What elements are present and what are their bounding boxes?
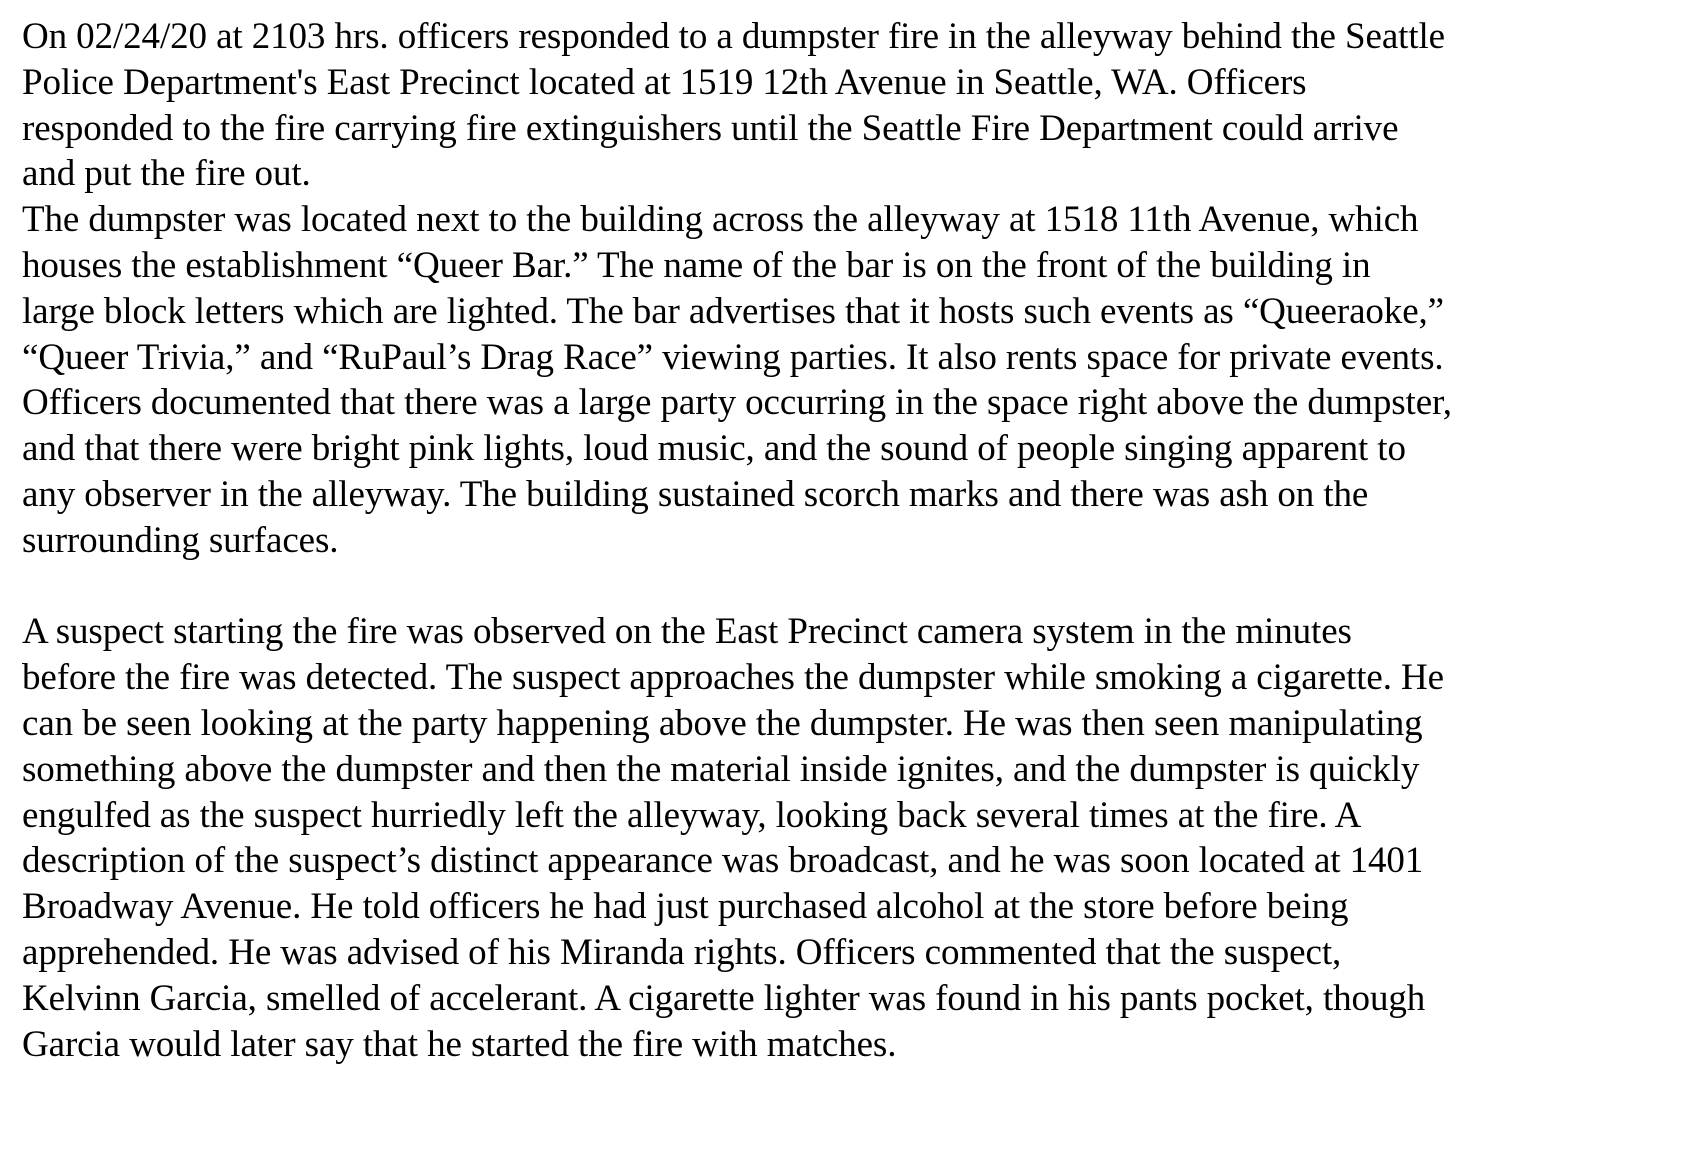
- text-line: surrounding surfaces.: [22, 519, 339, 561]
- text-line: houses the establishment “Queer Bar.” The name of the bar is on the front of the building in: [22, 244, 1371, 286]
- text-line: A suspect starting the fire was observed on the East Precinct camera system in the minutes: [22, 611, 1352, 653]
- text-line: description of the suspect’s distinct appearance was broadcast, and he was soon located at 1401: [22, 840, 1424, 882]
- document-body: [22, 14, 1702, 1067]
- text-line: and that there were bright pink lights, loud music, and the sound of people singing apparent to: [22, 428, 1406, 470]
- text-line: Officers documented that there was a large party occurring in the space right above the dumpster,: [22, 382, 1452, 424]
- text-line: Garcia would later say that he started the fire with matches.: [22, 1023, 897, 1065]
- text-line: and put the fire out.: [22, 153, 311, 195]
- text-line: can be seen looking at the party happening above the dumpster. He was then seen manipulating: [22, 702, 1423, 744]
- text-line: Kelvinn Garcia, smelled of accelerant. A cigarette lighter was found in his pants pocket, though: [22, 977, 1426, 1019]
- text-line: apprehended. He was advised of his Miranda rights. Officers commented that the suspect,: [22, 931, 1342, 973]
- paragraph-2: [22, 197, 1702, 563]
- text-line: responded to the fire carrying fire extinguishers until the Seattle Fire Department could arrive: [22, 107, 1399, 149]
- paragraph-spacer: [22, 564, 1702, 610]
- text-line: before the fire was detected. The suspect approaches the dumpster while smoking a cigarette. He: [22, 657, 1444, 699]
- text-line: large block letters which are lighted. The bar advertises that it hosts such events as “Queeraoke,”: [22, 290, 1444, 332]
- paragraph-1: [22, 14, 1702, 197]
- text-line: On 02/24/20 at 2103 hrs. officers responded to a dumpster fire in the alleyway behind the Seattle: [22, 16, 1446, 57]
- text-line: The dumpster was located next to the building across the alleyway at 1518 11th Avenue, which: [22, 199, 1419, 241]
- text-line: Police Department's East Precinct located at 1519 12th Avenue in Seattle, WA. Officers: [22, 61, 1307, 103]
- text-line: something above the dumpster and then the material inside ignites, and the dumpster is quickly: [22, 748, 1420, 790]
- text-line: engulfed as the suspect hurriedly left the alleyway, looking back several times at the fire. A: [22, 794, 1362, 836]
- text-line: any observer in the alleyway. The building sustained scorch marks and there was ash on the: [22, 473, 1369, 515]
- text-line: Broadway Avenue. He told officers he had just purchased alcohol at the store before being: [22, 886, 1349, 928]
- text-line: “Queer Trivia,” and “RuPaul’s Drag Race” viewing parties. It also rents space for private events.: [22, 336, 1444, 378]
- paragraph-3: [22, 609, 1702, 1067]
